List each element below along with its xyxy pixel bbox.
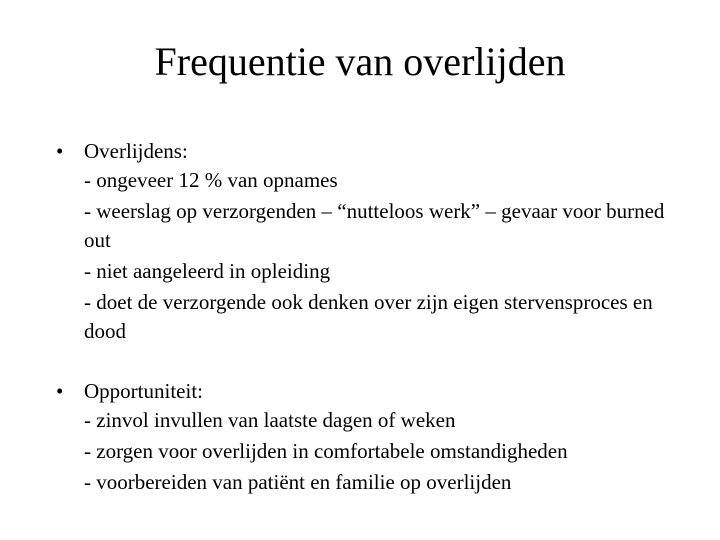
sub-item: - doet de verzorgende ook denken over zijn eigen stervensproces en dood [84,290,653,343]
sub-item: - niet aangeleerd in opleiding [84,259,331,283]
sub-item: - voorbereiden van patiënt en familie op overlijden [84,470,512,494]
slide-title: Frequentie van overlijden [154,39,566,84]
sub-item: - ongeveer 12 % van opnames [84,168,338,192]
bullet-icon: • [56,139,64,163]
bullet-heading: Overlijdens: [84,139,188,163]
bullet-heading-row [56,377,676,406]
bullet-opportuniteit [56,377,676,499]
sub-item: - zinvol invullen van laatste dagen of weken [84,408,456,432]
bullet-icon: • [56,379,64,403]
sub-item: - zorgen voor overlijden in comfortabele omstandigheden [84,439,568,463]
bullet-overlijdens [56,137,676,348]
bullet-heading: Opportuniteit: [84,379,203,403]
sub-item: - weerslag op verzorgenden – “nutteloos werk” – gevaar voor burned out [84,199,665,252]
bullet-heading-row [56,137,676,166]
